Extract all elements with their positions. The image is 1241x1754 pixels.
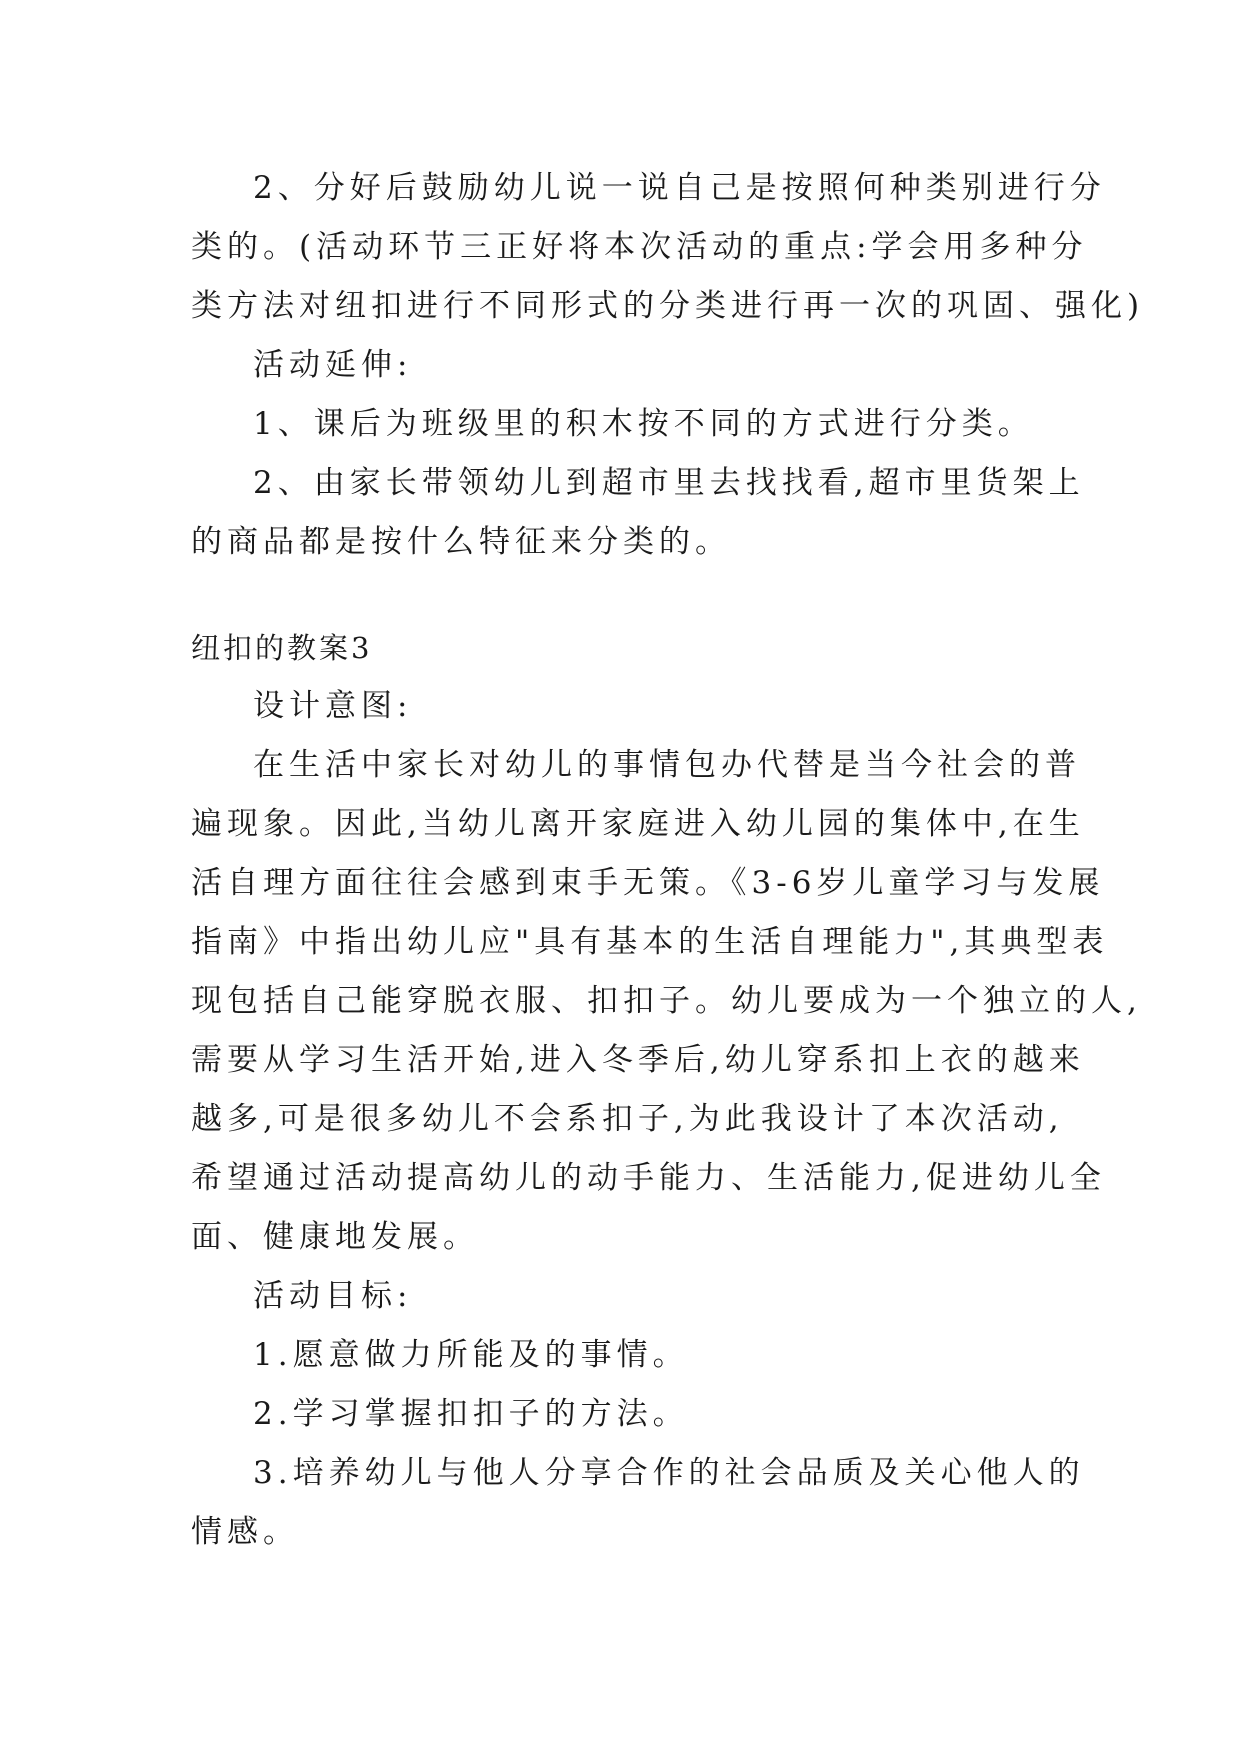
list-item: 2、由家长带领幼儿到超市里去找找看,超市里货架上	[253, 465, 1085, 501]
paragraph-line: 遍现象。因此,当幼儿离开家庭进入幼儿园的集体中,在生	[191, 806, 1085, 842]
paragraph-line: 的商品都是按什么特征来分类的。	[191, 524, 731, 560]
paragraph-line: 在生活中家长对幼儿的事情包办代替是当今社会的普	[253, 747, 1081, 783]
paragraph-line: 面、健康地发展。	[191, 1219, 479, 1255]
section-label: 活动延伸:	[253, 347, 413, 383]
list-item: 1、课后为班级里的积木按不同的方式进行分类。	[253, 406, 1034, 442]
list-item: 3.培养幼儿与他人分享合作的社会品质及关心他人的	[253, 1455, 1085, 1491]
paragraph-line: 希望通过活动提高幼儿的动手能力、生活能力,促进幼儿全	[191, 1160, 1106, 1196]
paragraph-line: 活自理方面往往会感到束手无策。《3-6岁儿童学习与发展	[191, 865, 1105, 901]
paragraph-line: 情感。	[191, 1514, 299, 1550]
section-label: 活动目标:	[253, 1278, 413, 1314]
paragraph-line: 指南》中指出幼儿应"具有基本的生活自理能力",其典型表	[191, 924, 1109, 960]
paragraph-line: 现包括自己能穿脱衣服、扣扣子。幼儿要成为一个独立的人,	[191, 983, 1142, 1019]
section-heading: 纽扣的教案3	[191, 631, 373, 665]
paragraph-line: 越多,可是很多幼儿不会系扣子,为此我设计了本次活动,	[191, 1101, 1064, 1137]
paragraph-line: 2、分好后鼓励幼儿说一说自己是按照何种类别进行分	[253, 170, 1106, 206]
section-label: 设计意图:	[253, 688, 413, 724]
paragraph-line: 类方法对纽扣进行不同形式的分类进行再一次的巩固、强化)	[191, 288, 1145, 324]
list-item: 1.愿意做力所能及的事情。	[253, 1337, 689, 1373]
paragraph-line: 需要从学习生活开始,进入冬季后,幼儿穿系扣上衣的越来	[191, 1042, 1085, 1078]
list-item: 2.学习掌握扣扣子的方法。	[253, 1396, 689, 1432]
paragraph-line: 类的。(活动环节三正好将本次活动的重点:学会用多种分	[191, 229, 1088, 265]
